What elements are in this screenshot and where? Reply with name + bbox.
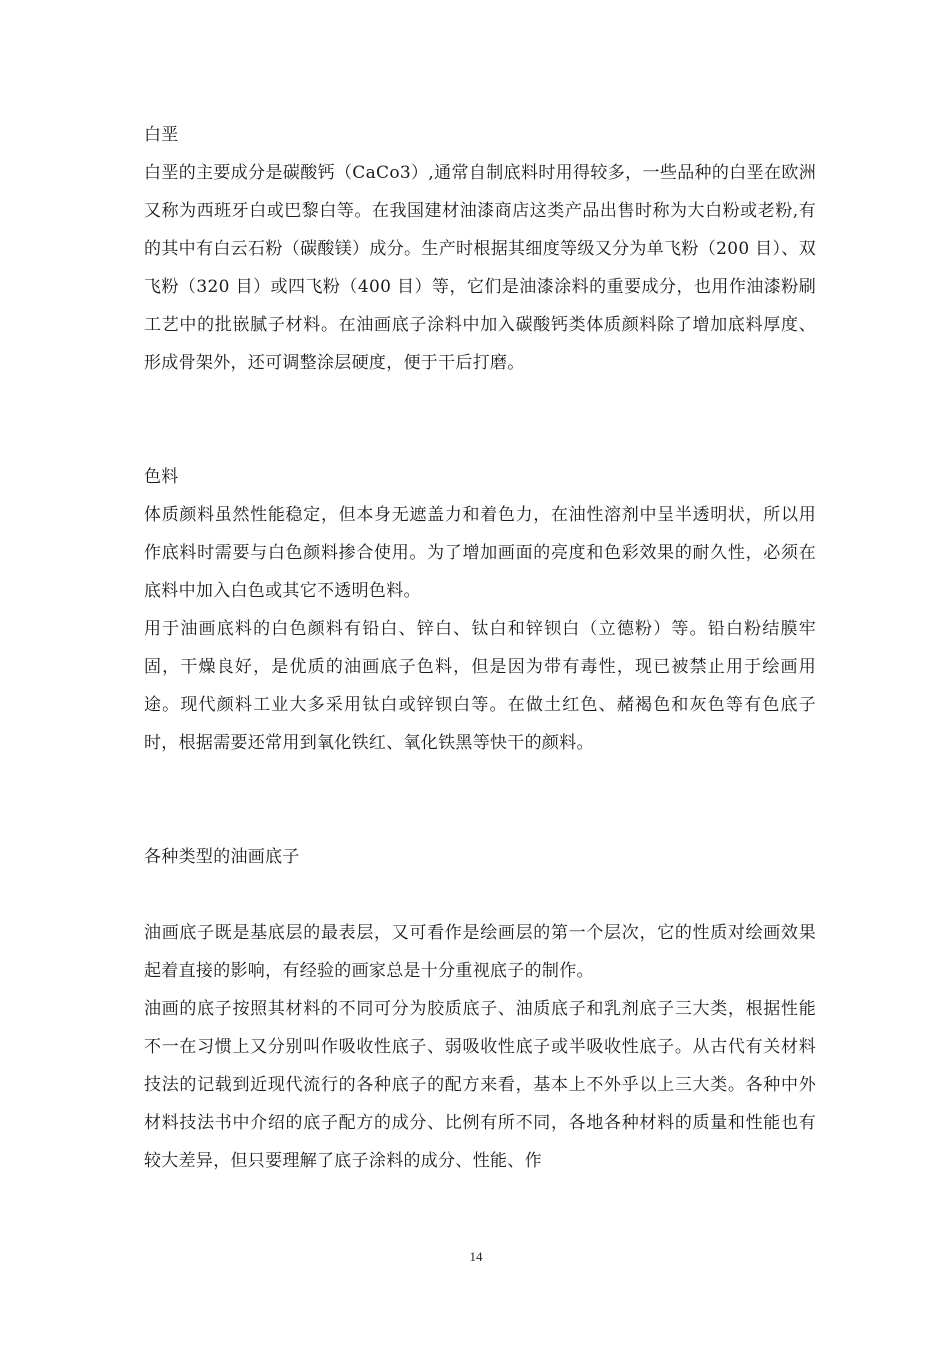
section-spacer (144, 762, 816, 838)
section-heading-chalk: 白垩 (144, 125, 179, 145)
section-heading-ground-types: 各种类型的油画底子 (144, 847, 300, 867)
section-spacer (144, 876, 816, 914)
section-spacer (144, 382, 816, 458)
section-heading-pigment: 色料 (144, 467, 179, 487)
paragraph-ground-types-1: 油画底子既是基底层的最表层，又可看作是绘画层的第一个层次，它的性质对绘画效果起着直接的影响，有经验的画家总是十分重视底子的制作。 (144, 923, 816, 981)
paragraph-ground-types-2: 油画的底子按照其材料的不同可分为胶质底子、油质底子和乳剂底子三大类，根据性能不一在习惯上又分别叫作吸收性底子、弱吸收性底子或半吸收性底子。从古代有关材料技法的记载到近现代流行的各种底子的配方来看，基本上不外乎以上三大类。各种中外材料技法书中介绍的底子配方的成分、比例有所不同，各地各种材料的质量和性能也有较大差异，但只要理解了底子涂料的成分、性能、作 (144, 999, 816, 1171)
document-body (144, 116, 816, 1180)
paragraph-chalk: 白垩的主要成分是碳酸钙（CaCo3）,通常自制底料时用得较多，一些品种的白垩在欧洲又称为西班牙白或巴黎白等。在我国建材油漆商店这类产品出售时称为大白粉或老粉,有的其中有白云石粉（碳酸镁）成分。生产时根据其细度等级又分为单飞粉（200 目）、双飞粉（320 目）或四飞粉（400 目）等，它们是油漆涂料的重要成分，也用作油漆粉刷工艺中的批嵌腻子材料。在油画底子涂料中加入碳酸钙类体质颜料除了增加底料厚度、形成骨架外，还可调整涂层硬度，便于干后打磨。 (144, 163, 816, 373)
page-number: 14 (469, 1249, 483, 1264)
paragraph-pigment-1: 体质颜料虽然性能稳定，但本身无遮盖力和着色力，在油性溶剂中呈半透明状，所以用作底料时需要与白色颜料掺合使用。为了增加画面的亮度和色彩效果的耐久性，必须在底料中加入白色或其它不透明色料。 (144, 505, 816, 601)
paragraph-pigment-2: 用于油画底料的白色颜料有铅白、锌白、钛白和锌钡白（立德粉）等。铅白粉结膜牢固，干燥良好，是优质的油画底子色料，但是因为带有毒性，现已被禁止用于绘画用途。现代颜料工业大多采用钛白或锌钡白等。在做土红色、赭褐色和灰色等有色底子时，根据需要还常用到氧化铁红、氧化铁黑等快干的颜料。 (144, 619, 816, 753)
